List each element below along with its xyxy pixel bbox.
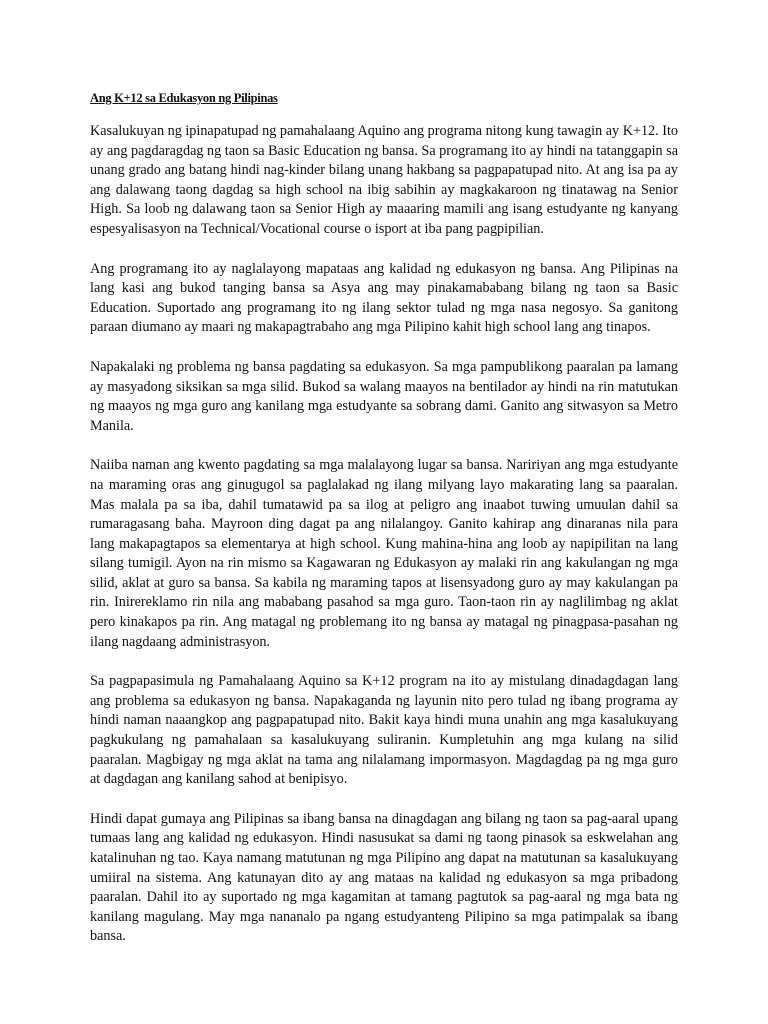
paragraph-3: Napakalaki ng problema ng bansa pagdating sa edukasyon. Sa mga pampublikong paaralan pa lamang ay masyadong siksikan sa mga silid. Bukod sa walang maayos na bentilador ay hindi na rin matutukan ng maayos ng mga guro ang kanilang mga estudyante sa sobrang dami. Ganito ang sitwasyon sa Metro Manila. [90,358,678,434]
paragraph-4: Naiiba naman ang kwento pagdating sa mga malalayong lugar sa bansa. Naririyan ang mga estudyante na maraming oras ang ginugugol sa paglalakad ng ilang milyang layo makarating lang sa paaralan. Mas malala pa sa iba, dahil tumatawid pa sa ilog at peligro ang inaabot tuwing umuulan dahil sa rumaragasang baha. Mayroon ding dagat pa ang nilalangoy. Ganito kahirap ang dinaranas nila para lang makapagtapos sa elementarya at high school. Kung mahina-hina ang loob ay napipilitan na lang silang tumigil. Ayon na rin mismo sa Kagawaran ng Edukasyon ay malaki rin ang kakulangan ng mga silid, aklat at guro sa bansa. Sa kabila ng maraming tapos at lisensyadong guro ay may kakulangan pa rin. Inirereklamo rin nila ang mababang pasahod sa mga guro. Taon-taon rin ay naglilimbag ng aklat pero kinakapos pa rin. Ang matagal ng problemang ito ng bansa ay matagal ng pinagpasa-pasahan ng ilang nagdaang administrasyon. [90,457,678,650]
paragraph-2: Ang programang ito ay naglalayong mapataas ang kalidad ng edukasyon ng bansa. Ang Pilipinas na lang kasi ang bukod tanging bansa sa Asya ang may pinakamababang bilang ng taon sa Basic Education. Suportado ang programang ito ng ilang sektor tulad ng mga nasa negosyo. Sa ganitong paraan diumano ay maari ng makapagtrabaho ang mga Pilipino kahit high school lang ang tinapos. [90,260,678,336]
paragraph-1: Kasalukuyan ng ipinapatupad ng pamahalaang Aquino ang programa nitong kung tawagin ay K+12. Ito ay ang pagdaragdag ng taon sa Basic Education ng bansa. Sa programang ito ay hindi na tatanggapin sa unang grado ang batang hindi nag-kinder bilang unang hakbang sa pagpapatupad nito. At ang isa pa ay ang dalawang taong dagdag sa high school na ibig sabihin ay magkakaroon ng tinatawag na Senior High. Sa loob ng dalawang taon sa Senior High ay maaaring mamili ang isang estudyante ng kanyang espesyalisasyon na Technical/Vocational course o isport at iba pang pagpipilian. [90,123,678,237]
paragraph-6: Hindi dapat gumaya ang Pilipinas sa ibang bansa na dinagdagan ang bilang ng taon sa pag-aaral upang tumaas lang ang kalidad ng edukasyon. Hindi nasusukat sa dami ng taong pinasok sa eskwelahan ang katalinuhan ng tao. Kaya namang matutunan ng mga Pilipino ang dapat na matutunan sa kasalukuyang umiiral na sistema. Ang katunayan dito ay ang mataas na kalidad ng edukasyon sa mga pribadong paaralan. Dahil ito ay suportado ng mga kagamitan at tamang pagtutok sa pag-aaral ng mga bata ng kanilang magulang. May mga nananalo pa ngang estudyanteng Pilipino sa mga patimpalak sa ibang bansa. [90,810,678,945]
document-title: Ang K+12 sa Edukasyon ng Pilipinas [90,91,278,105]
document-page [90,90,678,967]
paragraph-5: Sa pagpapasimula ng Pamahalaang Aquino sa K+12 program na ito ay mistulang dinadagdagan lang ang problema sa edukasyon ng bansa. Napakaganda ng layunin nito pero tulad ng ibang programa ay hindi naman naaangkop ang pagpapatupad nito. Bakit kaya hindi muna unahin ang mga kasalukuyang pagkukulang ng pamahalaan sa kasalukuyang suliranin. Kumpletuhin ang mga kulang na silid paaralan. Magbigay ng mga aklat na tama ang nilalamang impormasyon. Magdagdag pa ng mga guro at dagdagan ang kanilang sahod at benipisyo. [90,673,678,788]
